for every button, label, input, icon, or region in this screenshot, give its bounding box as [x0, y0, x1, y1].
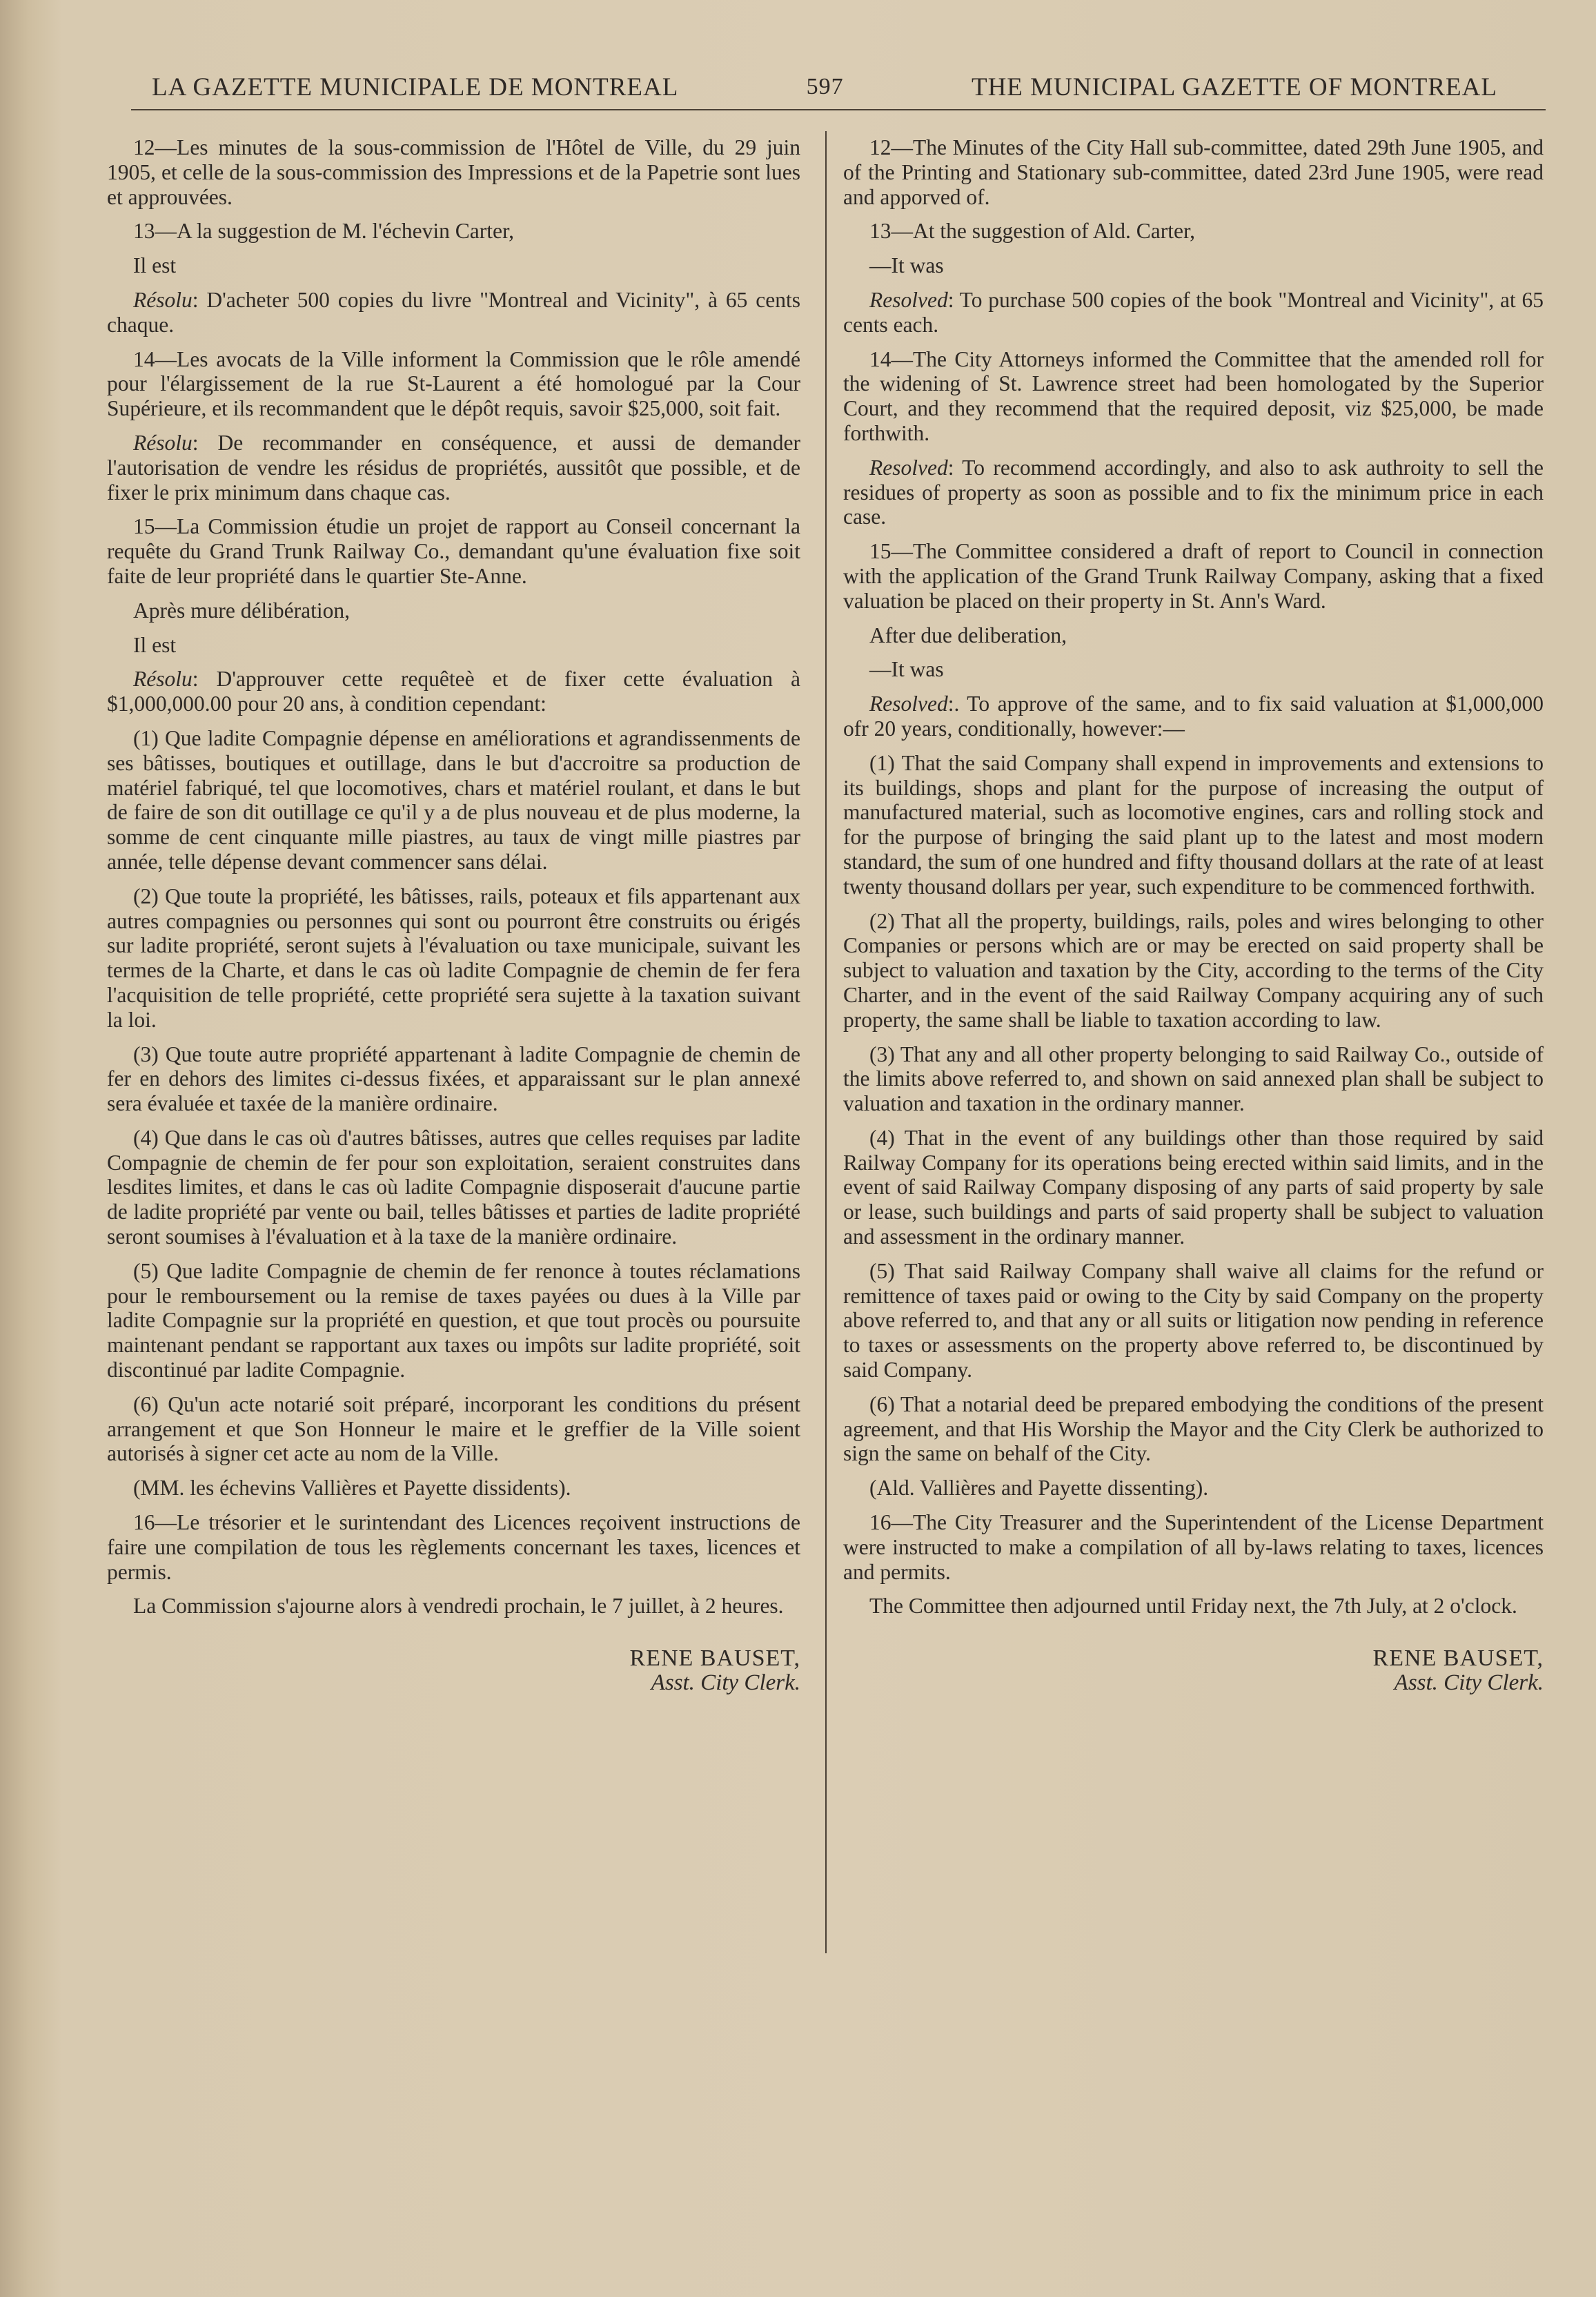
en-signature-name: RENE BAUSET,	[1372, 1645, 1544, 1672]
en-adjournment: The Committee then adjourned until Friday next, the 7th July, at 2 o'clock.	[869, 1594, 1517, 1619]
header-english-title: THE MUNICIPAL GAZETTE OF MONTREAL	[971, 72, 1497, 101]
fr-condition-1: (1) Que ladite Compagnie dépense en améliorations et agrandissenments de ses bâtisses, boutiques et outillage, dans le but d'accroitre sa production de matériel fabriqué, tel que locomotives, chars et matériel roulant, et dans le but de faire de son dit outillage ce qu'il y a de plus nouveau et de plus moderne, la somme de cent cinquante mille piastres, au taux de vingt mille piastres par année, telle dépense devant commencer sans délai.	[107, 725, 800, 874]
header-french-title: LA GAZETTE MUNICIPALE DE MONTREAL	[152, 72, 679, 101]
fr-condition-5: (5) Que ladite Compagnie de chemin de fer renonce à toutes réclamations pour le remboursement ou la remise de taxes payées ou dues à la Ville par ladite Compagnie sur la propriété en question, et que tout procès ou poursuite maintenant pendant se rapportant aux taxes ou impôts sur ladite propriété, soit discontinué par ladite Compagnie.	[107, 1258, 800, 1382]
en-condition-4: (4) That in the event of any buildings other than those required by said Railway Company for its operations being erected within said limits, and in the event of said Railway Company disposing of any parts of said property by sale or lease, such buildings and parts of said property shall be subject to valuation and assessment in the ordinary manner.	[843, 1125, 1544, 1249]
fr-item-13: 13—A la suggestion de M. l'échevin Carter,	[133, 219, 515, 244]
french-column	[107, 135, 800, 1696]
en-condition-5: (5) That said Railway Company shall waive all claims for the refund or remittence of taxes paid or owing to the City by said Company on the property above referred to, and that any or all suits or litigation now pending in reference to taxes or assessments on the property above referred to, be discontinued by said Company.	[843, 1258, 1544, 1382]
fr-resolu-text: : D'acheter 500 copies du livre "Montreal and Vicinity", à 65 cents chaque.	[107, 287, 800, 337]
en-resolution-14	[843, 456, 1544, 529]
fr-condition-2: (2) Que toute la propriété, les bâtisses, rails, poteaux et fils appartenant aux autres compagnies ou personnes qui sont ou pourront être construits ou érigés sur ladite propriété, seront sujets à l'évaluation ou taxe municipale, suivant les termes de la Charte, et dans le cas où ladite Compagnie de chemin de fer fera l'acquisition de telle propriété, cette propriété sera sujette à la taxation suivant la loi.	[107, 883, 800, 1032]
fr-resolution-15	[107, 667, 800, 716]
en-condition-2: (2) That all the property, buildings, rails, poles and wires belonging to other Companies or persons which are or may be erected on said property shall be subject to valuation and taxation by the City, according to the terms of the City Charter, and in the event of the said Railway Company acquiring any of such property, the same shall be liable to taxation according to law.	[843, 908, 1544, 1032]
en-item-15: 15—The Committee considered a draft of report to Council in connection with the application of the Grand Trunk Railway Company, asking that a fixed valuation be placed on their property in St. Ann's Ward.	[843, 539, 1544, 613]
en-signature-title: Asst. City Clerk.	[1394, 1670, 1544, 1696]
en-it-was: —It was	[869, 657, 944, 682]
fr-condition-6: (6) Qu'un acte notarié soit préparé, incorporant les conditions du présent arrangement et que Son Honneur le maire et le greffier de la Ville soient autorisés à signer cet acte au nom de la Ville.	[107, 1391, 800, 1466]
en-resolved-label: Resolved	[869, 287, 948, 312]
en-item-13: 13—At the suggestion of Ald. Carter,	[869, 219, 1196, 244]
page-number: 597	[806, 74, 844, 99]
fr-resolution-14	[107, 431, 800, 505]
en-condition-3: (3) That any and all other property belonging to said Railway Co., outside of the limits above referred to, and shown on said annexed plan shall be subject to valuation and taxation in the ordinary manner.	[843, 1042, 1544, 1116]
fr-condition-3: (3) Que toute autre propriété appartenant à ladite Compagnie de chemin de fer en dehors des limites ci-dessus fixées, et apparaissant sur le plan annexé sera évaluée et taxée de la manière ordinaire.	[107, 1042, 800, 1116]
fr-il-est: Il est	[133, 632, 177, 657]
fr-resolu-text: : D'approuver cette requêteè et de fixer cette évaluation à $1,000,000.00 pour 20 ans, à condition cependant:	[107, 667, 800, 716]
en-condition-1: (1) That the said Company shall expend in improvements and extensions to its buildings, shops and plant for the purpose of increasing the output of manufactured material, such as locomotive engines, cars and rolling stock and for the purpose of bringing the said plant up to the latest and most modern standard, the sum of one hundred and fifty thousand dollars at the rate of at least twenty thousand dollars per year, such expenditure to be commenced forthwith.	[843, 750, 1544, 899]
fr-item-15: 15—La Commission étudie un projet de rapport au Conseil concernant la requête du Grand Trunk Railway Co., demandant qu'une évaluation fixe soit faite de leur propriété dans le quartier Ste-Anne.	[107, 514, 800, 588]
en-resolved-label: Resolved	[869, 692, 948, 716]
en-item-14: 14—The City Attorneys informed the Committee that the amended roll for the widening of St. Lawrence street had been homologated by the Superior Court, and they recommend that the required deposit, viz $25,000, be made forthwith.	[843, 346, 1544, 445]
fr-dissent: (MM. les échevins Vallières et Payette dissidents).	[133, 1476, 571, 1501]
en-item-12: 12—The Minutes of the City Hall sub-committee, dated 29th June 1905, and of the Printing and Stationary sub-committee, dated 23rd June 1905, were read and apporved of.	[843, 135, 1544, 209]
en-it-was: —It was	[869, 253, 944, 278]
fr-signature	[107, 1646, 800, 1696]
en-resolved-text: : To purchase 500 copies of the book "Montreal and Vicinity", at 65 cents each.	[843, 287, 1544, 337]
fr-adjournment: La Commission s'ajourne alors à vendredi prochain, le 7 juillet, à 2 heures.	[133, 1594, 784, 1619]
en-dissent: (Ald. Vallières and Payette dissenting).	[869, 1476, 1209, 1501]
fr-resolu-label: Résolu	[133, 287, 193, 312]
fr-signature-name: RENE BAUSET,	[629, 1645, 800, 1672]
fr-condition-4: (4) Que dans le cas où d'autres bâtisses, autres que celles requises par ladite Compagnie de chemin de fer pour son exploitation, seraient construites dans lesdites limites, et dans le cas où ladite Compagnie disposerait d'aucune partie de ladite propriété par vente ou bail, telles bâtisses et parties de ladite propriété seront soumises à l'évaluation et à la taxe de la manière ordinaire.	[107, 1125, 800, 1249]
en-resolution-13	[843, 288, 1544, 338]
english-column	[843, 135, 1544, 1696]
fr-signature-title: Asst. City Clerk.	[651, 1670, 800, 1696]
en-signature	[843, 1646, 1544, 1696]
fr-resolu-label: Résolu	[133, 667, 193, 692]
en-resolution-15	[843, 692, 1544, 741]
fr-apres: Après mure délibération,	[133, 598, 351, 623]
fr-resolu-text: : De recommander en conséquence, et aussi de demander l'autorisation de vendre les résidus de propriétés, aussitôt que possible, et de fixer le prix minimum dans chaque cas.	[107, 430, 800, 505]
fr-item-14: 14—Les avocats de la Ville informent la Commission que le rôle amendé pour l'élargissement de la rue St-Laurent a été homologué par la Cour Supérieure, et ils recommandent que le dépôt requis, savoir $25,000, soit fait.	[107, 346, 800, 421]
en-resolved-label: Resolved	[869, 455, 948, 480]
header-rule	[131, 109, 1546, 110]
en-resolved-text: :. To approve of the same, and to fix said valuation at $1,000,000 ofr 20 years, conditionally, however:—	[843, 692, 1544, 741]
fr-item-12: 12—Les minutes de la sous-commission de l'Hôtel de Ville, du 29 juin 1905, et celle de la sous-commission des Impressions et de la Papetrie sont lues et approuvées.	[107, 135, 800, 209]
en-resolved-text: : To recommend accordingly, and also to ask authroity to sell the residues of property as soon as possible and to fix the minimum price in each case.	[843, 455, 1544, 529]
page-header	[152, 66, 1497, 108]
en-after: After due deliberation,	[869, 623, 1067, 647]
fr-resolution-13	[107, 288, 800, 338]
column-divider	[825, 131, 827, 1953]
fr-il-est: Il est	[133, 253, 177, 278]
fr-item-16: 16—Le trésorier et le surintendant des Licences reçoivent instructions de faire une compilation de tous les règlements concernant les taxes, licences et permis.	[107, 1510, 800, 1584]
fr-resolu-label: Résolu	[133, 430, 193, 455]
en-condition-6: (6) That a notarial deed be prepared embodying the conditions of the present agreement, and that His Worship the Mayor and the City Clerk be authorized to sign the same on behalf of the City.	[843, 1391, 1544, 1466]
en-item-16: 16—The City Treasurer and the Superintendent of the License Department were instructed to make a compilation of all by-laws relating to taxes, licences and permits.	[843, 1510, 1544, 1584]
